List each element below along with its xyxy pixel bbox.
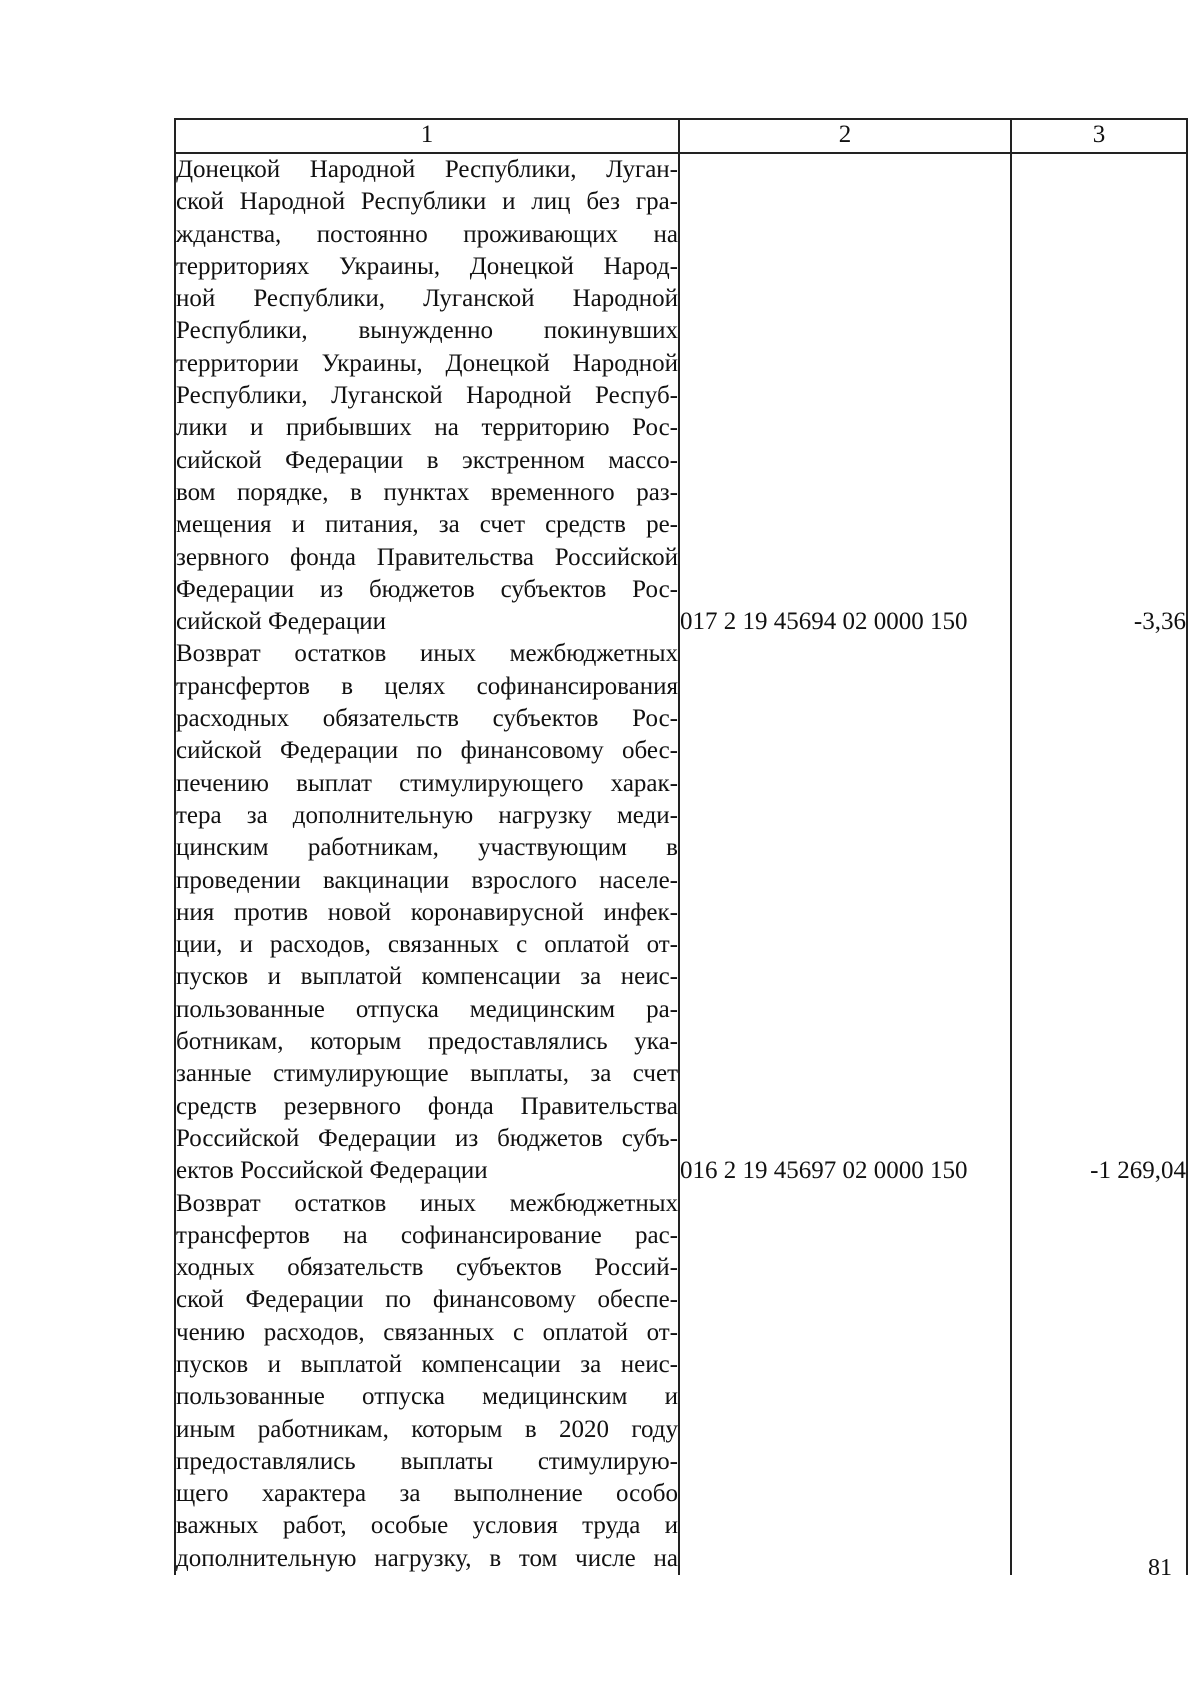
description-line: Российской Федерации из бюджетов субъ- bbox=[176, 1124, 678, 1152]
description-line: сийской Федерации в экстренном массо- bbox=[176, 446, 678, 474]
row-budget-code bbox=[679, 1188, 1011, 1576]
description-line: чению расходов, связанных с оплатой от- bbox=[176, 1318, 678, 1346]
table-row bbox=[175, 153, 1187, 638]
description-line: сийской Федерации по финансовому обес- bbox=[176, 737, 678, 765]
description-line: вом порядке, в пунктах временного раз- bbox=[176, 478, 678, 506]
description-line: ходных обязательств субъектов Россий- bbox=[176, 1254, 678, 1282]
description-line: Республики, Луганской Народной Респуб- bbox=[176, 382, 678, 410]
description-line: дополнительную нагрузку, в том числе на bbox=[176, 1544, 678, 1572]
table-header-row bbox=[175, 119, 1187, 153]
header-col-1: 1 bbox=[175, 119, 679, 153]
description-line: печению выплат стимулирующего харак- bbox=[176, 769, 678, 797]
description-line: ской Федерации по финансовому обеспе- bbox=[176, 1286, 678, 1314]
page-number: 81 bbox=[1148, 1555, 1172, 1581]
description-line: мещения и питания, за счет средств ре- bbox=[176, 511, 678, 539]
description-line: ской Народной Республики и лиц без гра- bbox=[176, 188, 678, 216]
description-line: пользованные отпуска медицинским ра- bbox=[176, 995, 678, 1023]
description-line: ектов Российской Федерации bbox=[176, 1157, 488, 1185]
budget-table bbox=[174, 118, 1188, 1575]
row-description bbox=[175, 1188, 679, 1576]
description-line: предоставлялись выплаты стимулирую- bbox=[176, 1447, 678, 1475]
description-line: Донецкой Народной Республики, Луган- bbox=[176, 156, 678, 183]
table-row bbox=[175, 1188, 1187, 1576]
row-amount: -1 269,04 bbox=[1011, 638, 1187, 1187]
description-line: Республики, вынужденно покинувших bbox=[176, 317, 678, 345]
description-line: средств резервного фонда Правительства bbox=[176, 1092, 678, 1120]
row-description bbox=[175, 153, 679, 638]
description-line: территории Украины, Донецкой Народной bbox=[176, 349, 678, 377]
row-description bbox=[175, 638, 679, 1187]
row-budget-code: 016 2 19 45697 02 0000 150 bbox=[679, 638, 1011, 1187]
description-line: зервного фонда Правительства Российской bbox=[176, 543, 678, 571]
description-line: ботникам, которым предоставлялись ука- bbox=[176, 1028, 678, 1056]
description-line: цинским работникам, участвующим в bbox=[176, 834, 678, 862]
table-body bbox=[175, 153, 1187, 1575]
description-line: иным работникам, которым в 2020 году bbox=[176, 1415, 678, 1443]
description-line: Федерации из бюджетов субъектов Рос- bbox=[176, 575, 678, 603]
description-line: щего характера за выполнение особо bbox=[176, 1480, 678, 1508]
description-line: лики и прибывших на территорию Рос- bbox=[176, 414, 678, 442]
row-amount bbox=[1011, 1188, 1187, 1576]
description-line: Возврат остатков иных межбюджетных bbox=[176, 1189, 678, 1217]
row-amount: -3,36 bbox=[1011, 153, 1187, 638]
description-line: сийской Федерации bbox=[176, 608, 387, 636]
description-line: трансфертов на софинансирование рас- bbox=[176, 1221, 678, 1249]
description-line: расходных обязательств субъектов Рос- bbox=[176, 705, 678, 733]
description-line: важных работ, особые условия труда и bbox=[176, 1512, 678, 1540]
row-budget-code: 017 2 19 45694 02 0000 150 bbox=[679, 153, 1011, 638]
description-line: Возврат остатков иных межбюджетных bbox=[176, 640, 678, 668]
table-row bbox=[175, 638, 1187, 1187]
header-col-2: 2 bbox=[679, 119, 1011, 153]
description-line: пусков и выплатой компенсации за неис- bbox=[176, 963, 678, 991]
description-line: ния против новой коронавирусной инфек- bbox=[176, 898, 678, 926]
description-line: тера за дополнительную нагрузку меди- bbox=[176, 801, 678, 829]
description-line: занные стимулирующие выплаты, за счет bbox=[176, 1060, 678, 1088]
description-line: ции, и расходов, связанных с оплатой от- bbox=[176, 931, 678, 959]
description-line: пусков и выплатой компенсации за неис- bbox=[176, 1350, 678, 1378]
description-line: пользованные отпуска медицинским и bbox=[176, 1383, 678, 1411]
description-line: жданства, постоянно проживающих на bbox=[176, 220, 678, 248]
description-line: проведении вакцинации взрослого населе- bbox=[176, 866, 678, 894]
description-line: территориях Украины, Донецкой Народ- bbox=[176, 252, 678, 280]
description-line: трансфертов в целях софинансирования bbox=[176, 672, 678, 700]
header-col-3: 3 bbox=[1011, 119, 1187, 153]
description-line: ной Республики, Луганской Народной bbox=[176, 285, 678, 313]
